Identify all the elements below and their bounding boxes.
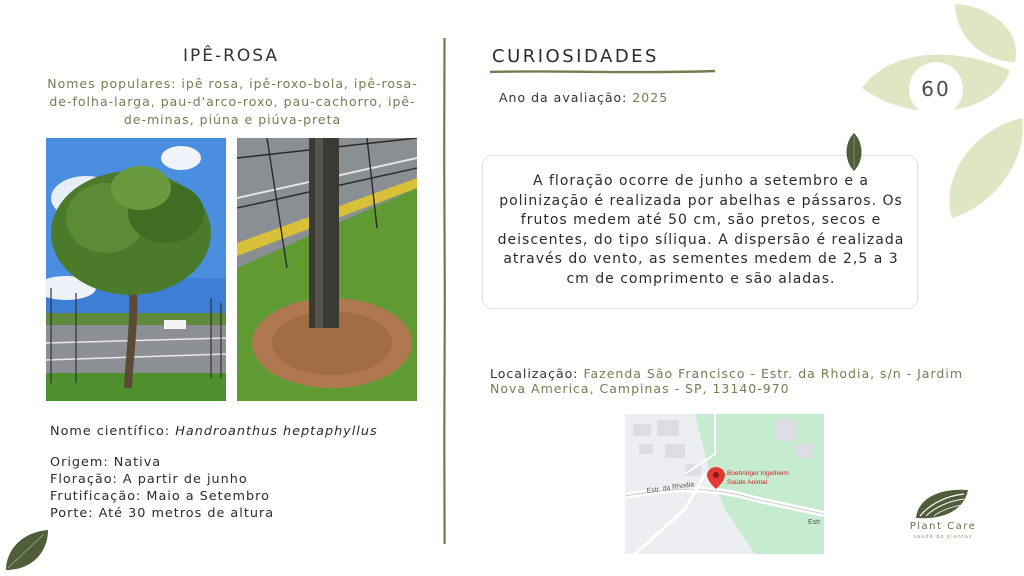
leaf-icon [844,133,864,171]
evaluation-year-label: Ano da avaliação: [499,90,633,105]
location-map[interactable] [625,414,824,554]
map-place-line-2: Saúde Animal [727,479,768,486]
leaf-shape-bottom [949,118,1022,218]
scientific-name-value: Handroanthus heptaphyllus [175,424,378,439]
plant-title: IPÊ-ROSA [182,46,280,66]
size: Porte: Até 30 metros de altura [50,506,275,521]
tree-photo [46,138,226,401]
title-underline [490,68,715,76]
fruiting: Frutificação: Maio a Setembro [50,489,270,504]
location [490,366,980,396]
scientific-name-label: Nome científico: [50,424,176,439]
column-divider [443,38,446,544]
curiosities-title: CURIOSIDADES [492,46,659,67]
evaluation-year [499,90,668,105]
origin: Origem: Nativa [50,455,162,470]
leaf-shape-top [955,4,1016,62]
curiosities-text: A floração ocorre de junho a setembro e a polinização é realizada por abelhas e pássaros. Os frutos medem até 50 cm, são pretos, secos e deiscentes, do tipo síliqua. A dispersão é realizada através do vento, as sementes medem de 2,5 a 3 cm de comprimento e são aladas. [497,173,905,287]
plant-care-logo [914,486,970,520]
trunk-photo [237,138,417,401]
leaf-icon [4,528,50,572]
location-label: Localização: [490,366,584,381]
map-road-label-2: Estr [808,519,821,526]
evaluation-year-value: 2025 [632,90,669,105]
map-place-line-1: Boehringer Ingelheim [727,470,789,477]
evaluation-number: 60 [921,77,951,101]
scientific-name [50,424,378,439]
location-value: Fazenda São Francisco - Estr. da Rhodia, s/n - Jardim Nova America, Campinas - SP, 13140-970 [490,366,964,396]
logo-tagline: saúde de plantas [913,534,973,540]
flowering: Floração: A partir de junho [50,472,248,487]
popular-names: Nomes populares: ipê rosa, ipê-roxo-bola, ipê-rosa-de-folha-larga, pau-d'arco-roxo, pau-cachorro, ipê-de-minas, piúna e piúva-preta [47,76,418,127]
logo-name: Plant Care [909,521,977,532]
map-road-label: Estr. da Rhodia [646,481,695,495]
